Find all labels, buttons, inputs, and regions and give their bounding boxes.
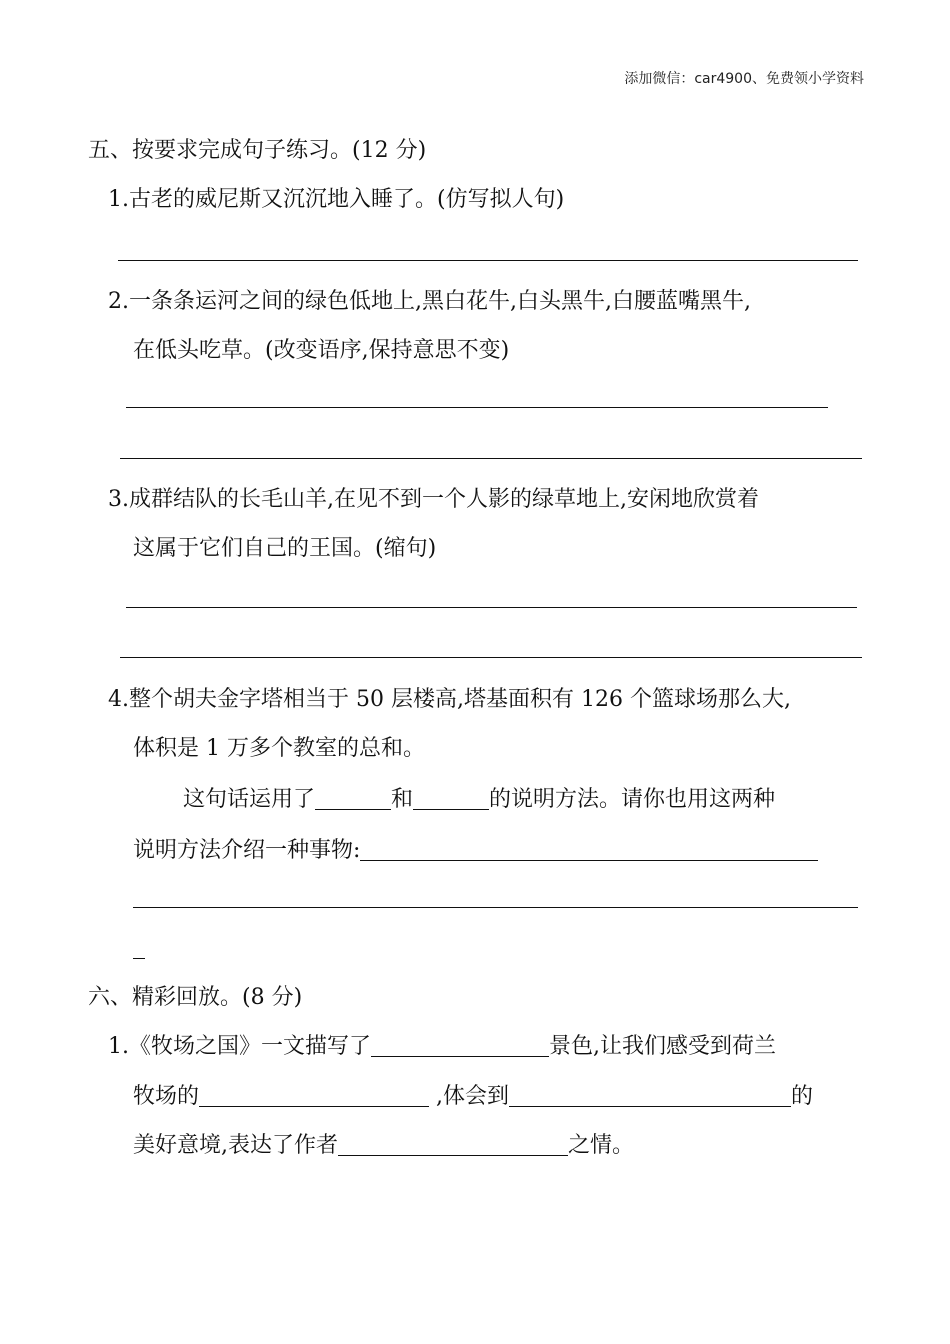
question-3-line-1: 3.成群结队的长毛山羊,在见不到一个人影的绿草地上,安闲地欣赏着	[108, 487, 759, 512]
answer-line-q3-1[interactable]	[126, 607, 857, 608]
section-6-q1-line-2	[133, 1082, 813, 1112]
q1-text-d: ,体会到	[429, 1084, 510, 1109]
answer-line-q4[interactable]	[133, 907, 858, 908]
q1-text-g: 之情。	[568, 1133, 635, 1158]
q1-text-b: 景色,让我们感受到荷兰	[549, 1034, 776, 1059]
question-1-text: 1.古老的威尼斯又沉沉地入睡了。(仿写拟人句)	[108, 187, 565, 212]
method-suffix: 的说明方法。请你也用这两种	[489, 787, 776, 812]
method-prefix: 这句话运用了	[183, 787, 316, 812]
question-4-method-line	[183, 785, 775, 815]
scenery-blank[interactable]	[371, 1034, 549, 1057]
section-6-q1-line-1	[108, 1032, 776, 1062]
section-5-title: 五、按要求完成句子练习。(12 分)	[88, 138, 427, 163]
pasture-blank[interactable]	[199, 1084, 429, 1107]
question-4-line-1: 4.整个胡夫金字塔相当于 50 层楼高,塔基面积有 126 个篮球场那么大,	[108, 687, 791, 712]
method-blank-1[interactable]	[315, 787, 391, 810]
question-2-line-1: 2.一条条运河之间的绿色低地上,黑白花牛,白头黑牛,白腰蓝嘴黑牛,	[108, 289, 751, 314]
q1-text-f: 美好意境,表达了作者	[133, 1133, 338, 1158]
question-4-describe-line	[133, 836, 818, 866]
question-3-line-2: 这属于它们自己的王国。(缩句)	[133, 536, 437, 561]
feeling-blank[interactable]	[338, 1133, 568, 1156]
answer-line-q1[interactable]	[118, 260, 858, 261]
answer-line-q2-2[interactable]	[120, 458, 862, 459]
mood-blank[interactable]	[509, 1084, 791, 1107]
q1-text-c: 牧场的	[133, 1084, 200, 1109]
describe-prompt: 说明方法介绍一种事物:	[133, 838, 361, 863]
method-blank-2[interactable]	[413, 787, 489, 810]
answer-line-q4-tail[interactable]	[133, 958, 145, 959]
watermark-header: 添加微信：car4900、免费领小学资料	[624, 71, 864, 87]
method-and: 和	[391, 787, 414, 812]
q1-text-a: 1.《牧场之国》一文描写了	[108, 1034, 371, 1059]
answer-line-q3-2[interactable]	[120, 657, 862, 658]
describe-blank[interactable]	[360, 838, 818, 861]
answer-line-q2-1[interactable]	[126, 407, 828, 408]
question-4-line-2: 体积是 1 万多个教室的总和。	[133, 736, 425, 761]
q1-text-e: 的	[791, 1084, 814, 1109]
section-6-title: 六、精彩回放。(8 分)	[88, 985, 303, 1010]
section-6-q1-line-3	[133, 1131, 634, 1161]
question-2-line-2: 在低头吃草。(改变语序,保持意思不变)	[133, 338, 510, 363]
